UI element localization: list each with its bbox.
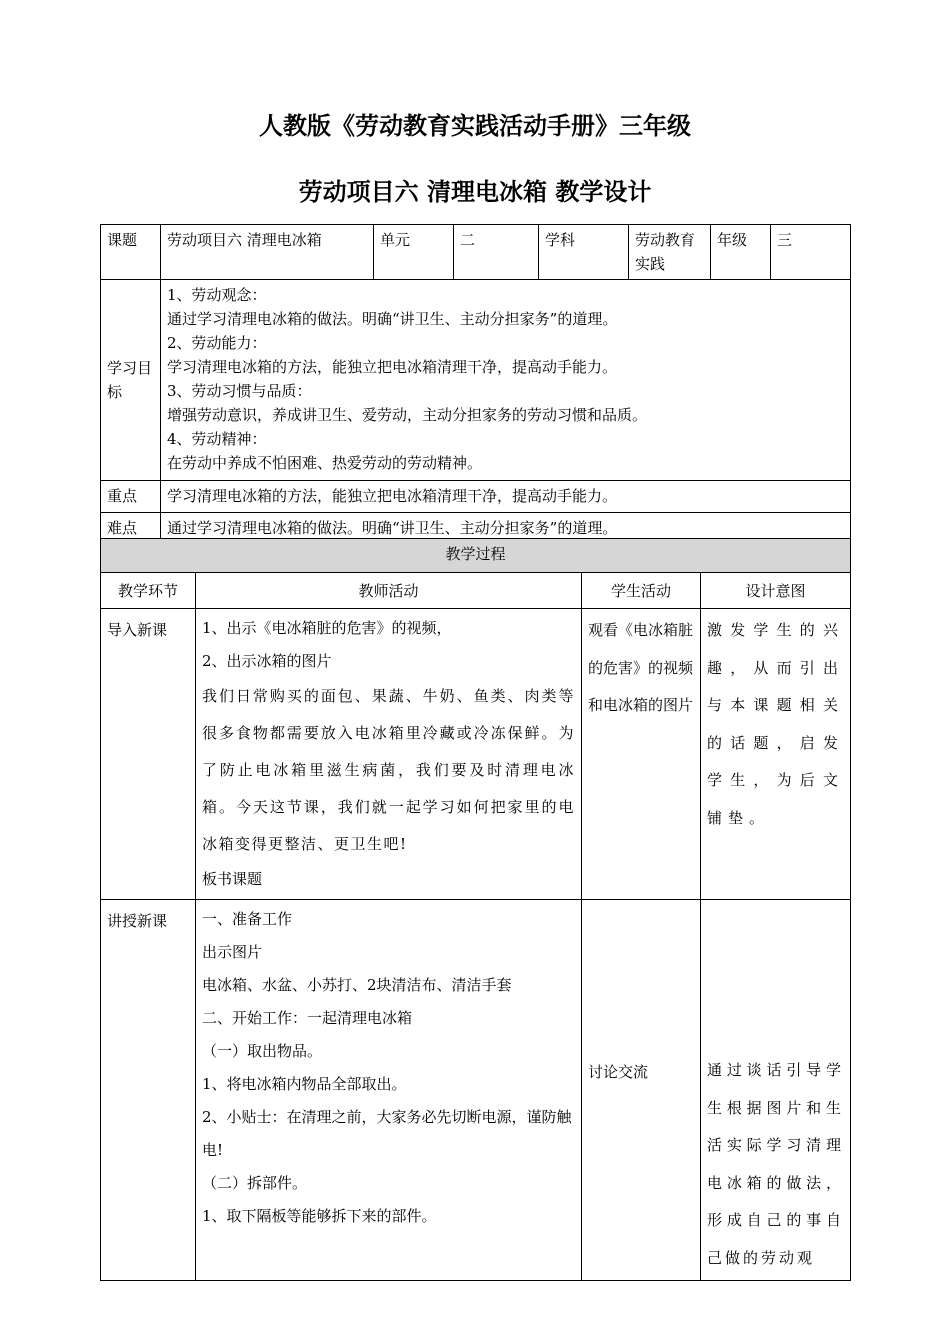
column-header-intent: 设计意图 (701, 573, 851, 609)
goal-line: 3、劳动习惯与品质： (167, 382, 312, 400)
difficulty-value: 通过学习清理电冰箱的做法。明确“讲卫生、主动分担家务”的道理。 (161, 513, 851, 545)
goal-line: 4、劳动精神： (167, 430, 267, 448)
stage-cell: 讲授新课 (101, 900, 196, 1281)
teacher-activity-cell (196, 900, 582, 1281)
teacher-paragraph: 我们日常购买的面包、果蔬、牛奶、鱼类、肉类等很多食物都需要放入电冰箱里冷藏或冷冻保鲜。为了防止电冰箱里滋生病菌，我们要及时清理电冰箱。今天这节课，我们就一起学习如何把家里的电冰箱变得更整洁、更卫生吧! (202, 687, 575, 853)
goal-line: 在劳动中养成不怕困难、热爱劳动的劳动精神。 (167, 454, 483, 472)
teacher-activity-cell (196, 609, 582, 900)
teaching-process-table (100, 538, 851, 1281)
teacher-line: （一）取出物品。 (202, 1042, 323, 1060)
goal-line: 学习清理电冰箱的方法，能独立把电冰箱清理干净，提高动手能力。 (167, 358, 618, 376)
column-header-stage: 教学环节 (101, 573, 196, 609)
goals-label: 学习目标 (101, 280, 161, 481)
grade-label: 年级 (711, 225, 771, 280)
student-activity-cell: 观看《电冰箱脏的危害》的视频和电冰箱的图片 (582, 609, 701, 900)
goal-line: 增强劳动意识，养成讲卫生、爱劳动，主动分担家务的劳动习惯和品质。 (167, 406, 648, 424)
teacher-line: 出示图片 (202, 943, 263, 961)
teacher-line: （二）拆部件。 (202, 1174, 308, 1192)
column-header-teacher: 教师活动 (196, 573, 582, 609)
stage-cell: 导入新课 (101, 609, 196, 900)
teacher-line: 2、出示冰箱的图片 (202, 652, 332, 670)
unit-label: 单元 (374, 225, 454, 280)
teacher-line: 一、准备工作 (202, 910, 293, 928)
design-intent-cell: 激发学生的兴趣，从而引出与本课题相关的话题，启发学生，为后文铺垫。 (701, 609, 851, 900)
teacher-line: 2、小贴士：在清理之前，大家务必先切断电源，谨防触电! (202, 1108, 572, 1159)
goals-content (161, 280, 851, 481)
teacher-line: 1、出示《电冰箱脏的危害》的视频， (202, 619, 452, 637)
teacher-line: 1、取下隔板等能够拆下来的部件。 (202, 1207, 437, 1225)
difficulty-label: 难点 (101, 513, 161, 545)
teacher-line: 1、将电冰箱内物品全部取出。 (202, 1075, 407, 1093)
document-title: 人教版《劳动教育实践活动手册》三年级 (259, 112, 691, 140)
table-row (101, 609, 851, 900)
column-header-student: 学生活动 (582, 573, 701, 609)
unit-value: 二 (454, 225, 539, 280)
subject-label: 学科 (539, 225, 629, 280)
grade-value: 三 (771, 225, 851, 280)
topic-value: 劳动项目六 清理电冰箱 (161, 225, 374, 280)
process-header: 教学过程 (101, 539, 851, 573)
student-activity-cell: 讨论交流 (582, 900, 701, 1281)
teacher-line: 二、开始工作：一起清理电冰箱 (202, 1009, 413, 1027)
teacher-line: 电冰箱、水盆、小苏打、2块清洁布、清洁手套 (202, 976, 512, 994)
key-point-label: 重点 (101, 481, 161, 513)
document-subtitle: 劳动项目六 清理电冰箱 教学设计 (298, 178, 652, 206)
lesson-info-table (100, 224, 851, 545)
goal-line: 1、劳动观念： (167, 286, 267, 304)
key-point-value: 学习清理电冰箱的方法，能独立把电冰箱清理干净，提高动手能力。 (161, 481, 851, 513)
subject-value: 劳动教育实践 (629, 225, 711, 280)
topic-label: 课题 (101, 225, 161, 280)
goal-line: 通过学习清理电冰箱的做法。明确“讲卫生、主动分担家务”的道理。 (167, 310, 618, 328)
design-intent-cell: 通过谈话引导学生根据图片和生活实际学习清理电冰箱的做法，形成自己的事自己做的劳动观 (701, 900, 851, 1281)
goal-line: 2、劳动能力： (167, 334, 267, 352)
table-row (101, 900, 851, 1281)
teacher-line: 板书课题 (202, 870, 263, 888)
